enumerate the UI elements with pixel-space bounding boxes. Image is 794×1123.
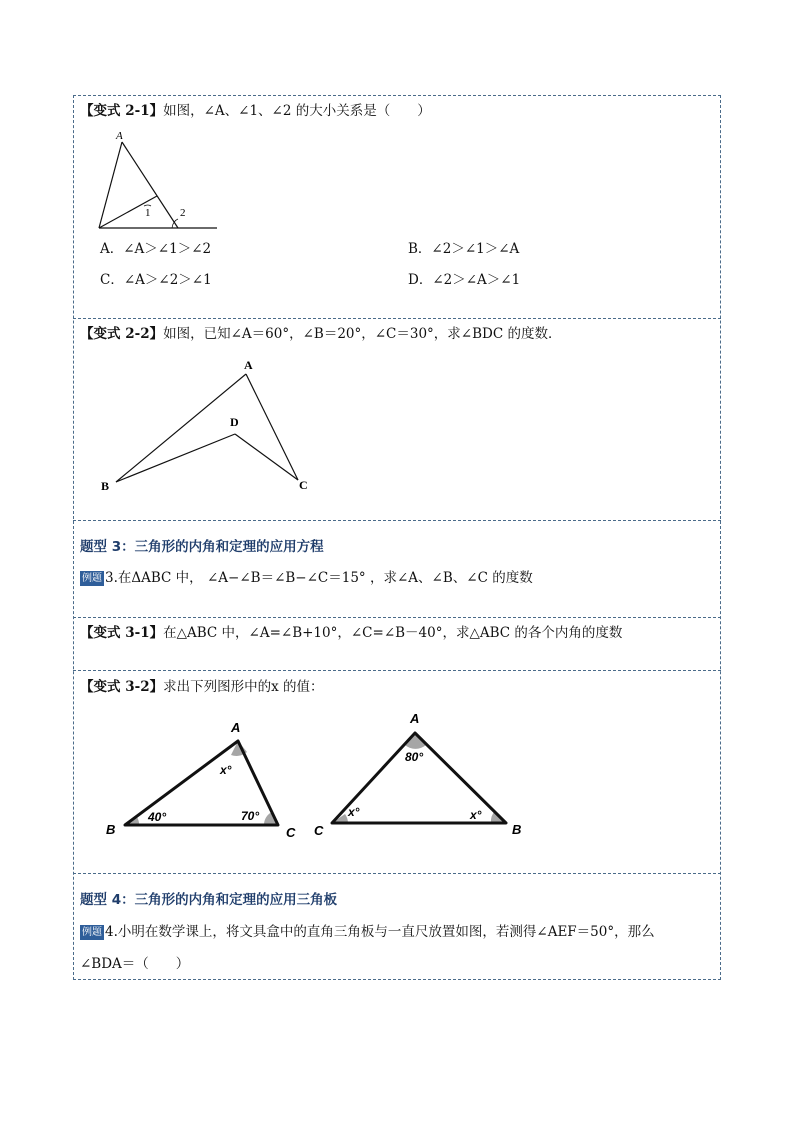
section-divider bbox=[73, 873, 721, 874]
section-divider bbox=[73, 670, 721, 671]
figure-label-B: B bbox=[101, 479, 110, 493]
example-4-line1 bbox=[80, 923, 655, 941]
figure-v2-1 bbox=[95, 128, 225, 232]
question-label: 【变式 3-2】 bbox=[80, 679, 164, 695]
figure-label-B: B bbox=[512, 822, 522, 837]
section-divider bbox=[73, 318, 721, 319]
example-4-line2: ∠BDA＝（ ） bbox=[80, 956, 190, 972]
figure-label-C: C bbox=[286, 825, 296, 840]
figure-v3-2-right bbox=[310, 707, 535, 837]
angle-label-C: x° bbox=[348, 805, 360, 819]
question-v3-1 bbox=[80, 624, 622, 642]
question-label: 【变式 2-2】 bbox=[80, 326, 164, 342]
figure-label-A: A bbox=[244, 358, 253, 372]
example-text: 4.小明在数学课上，将文具盒中的直角三角板与一直尺放置如图，若测得∠AEF＝50°，那么 bbox=[105, 924, 655, 940]
figure-label-C: C bbox=[299, 478, 308, 492]
figure-v2-2 bbox=[95, 352, 325, 497]
angle-label-A: 80° bbox=[405, 750, 424, 764]
question-v2-1 bbox=[80, 102, 431, 120]
figure-label-1: 1 bbox=[145, 207, 151, 219]
figure-label-2: 2 bbox=[180, 207, 186, 219]
figure-v3-2-left bbox=[100, 715, 305, 845]
question-v2-2 bbox=[80, 325, 562, 343]
question-v3-2 bbox=[80, 678, 324, 696]
option-B[interactable]: B．∠2＞∠1＞∠A bbox=[408, 241, 520, 257]
section-divider bbox=[73, 617, 721, 618]
example-tag: 例题 bbox=[82, 573, 102, 584]
option-C[interactable]: C．∠A＞∠2＞∠1 bbox=[100, 272, 212, 288]
question-text: 如图，∠A、∠1、∠2 的大小关系是（ ） bbox=[163, 103, 431, 119]
option-A[interactable]: A．∠A＞∠1＞∠2 bbox=[100, 241, 212, 257]
question-label: 【变式 2-1】 bbox=[80, 103, 164, 119]
angle-label-B: x° bbox=[470, 808, 482, 822]
question-label: 【变式 3-1】 bbox=[80, 625, 164, 641]
angle-label-A: x° bbox=[220, 763, 232, 777]
section-heading-type3: 题型 3：三角形的内角和定理的应用方程 bbox=[80, 539, 324, 555]
section-divider bbox=[73, 520, 721, 521]
angle-label-C: 70° bbox=[241, 809, 260, 823]
example-text: 3.在ΔABC 中， ∠A−∠B＝∠B−∠C＝15° ，求∠A、∠B、∠C 的度数 bbox=[105, 570, 533, 586]
question-text: 求出下列图形中的x 的值： bbox=[163, 679, 324, 695]
question-text: 如图，已知∠A＝60°，∠B＝20°，∠C＝30°，求∠BDC 的度数． bbox=[163, 326, 562, 342]
angle-label-B: 40° bbox=[148, 810, 167, 824]
figure-label-C: C bbox=[314, 823, 324, 838]
figure-label-A: A bbox=[410, 711, 420, 726]
section-heading-type4: 题型 4：三角形的内角和定理的应用三角板 bbox=[80, 892, 338, 908]
option-D[interactable]: D．∠2＞∠A＞∠1 bbox=[408, 272, 521, 288]
example-tag: 例题 bbox=[82, 927, 102, 938]
figure-label-B: B bbox=[106, 822, 116, 837]
figure-label-A: A bbox=[116, 130, 123, 142]
figure-label-D: D bbox=[230, 415, 239, 429]
example-3 bbox=[80, 569, 533, 587]
figure-label-A: A bbox=[231, 720, 241, 735]
question-text: 在△ABC 中，∠A=∠B+10°，∠C=∠B－40°，求△ABC 的各个内角的度数 bbox=[163, 625, 623, 641]
